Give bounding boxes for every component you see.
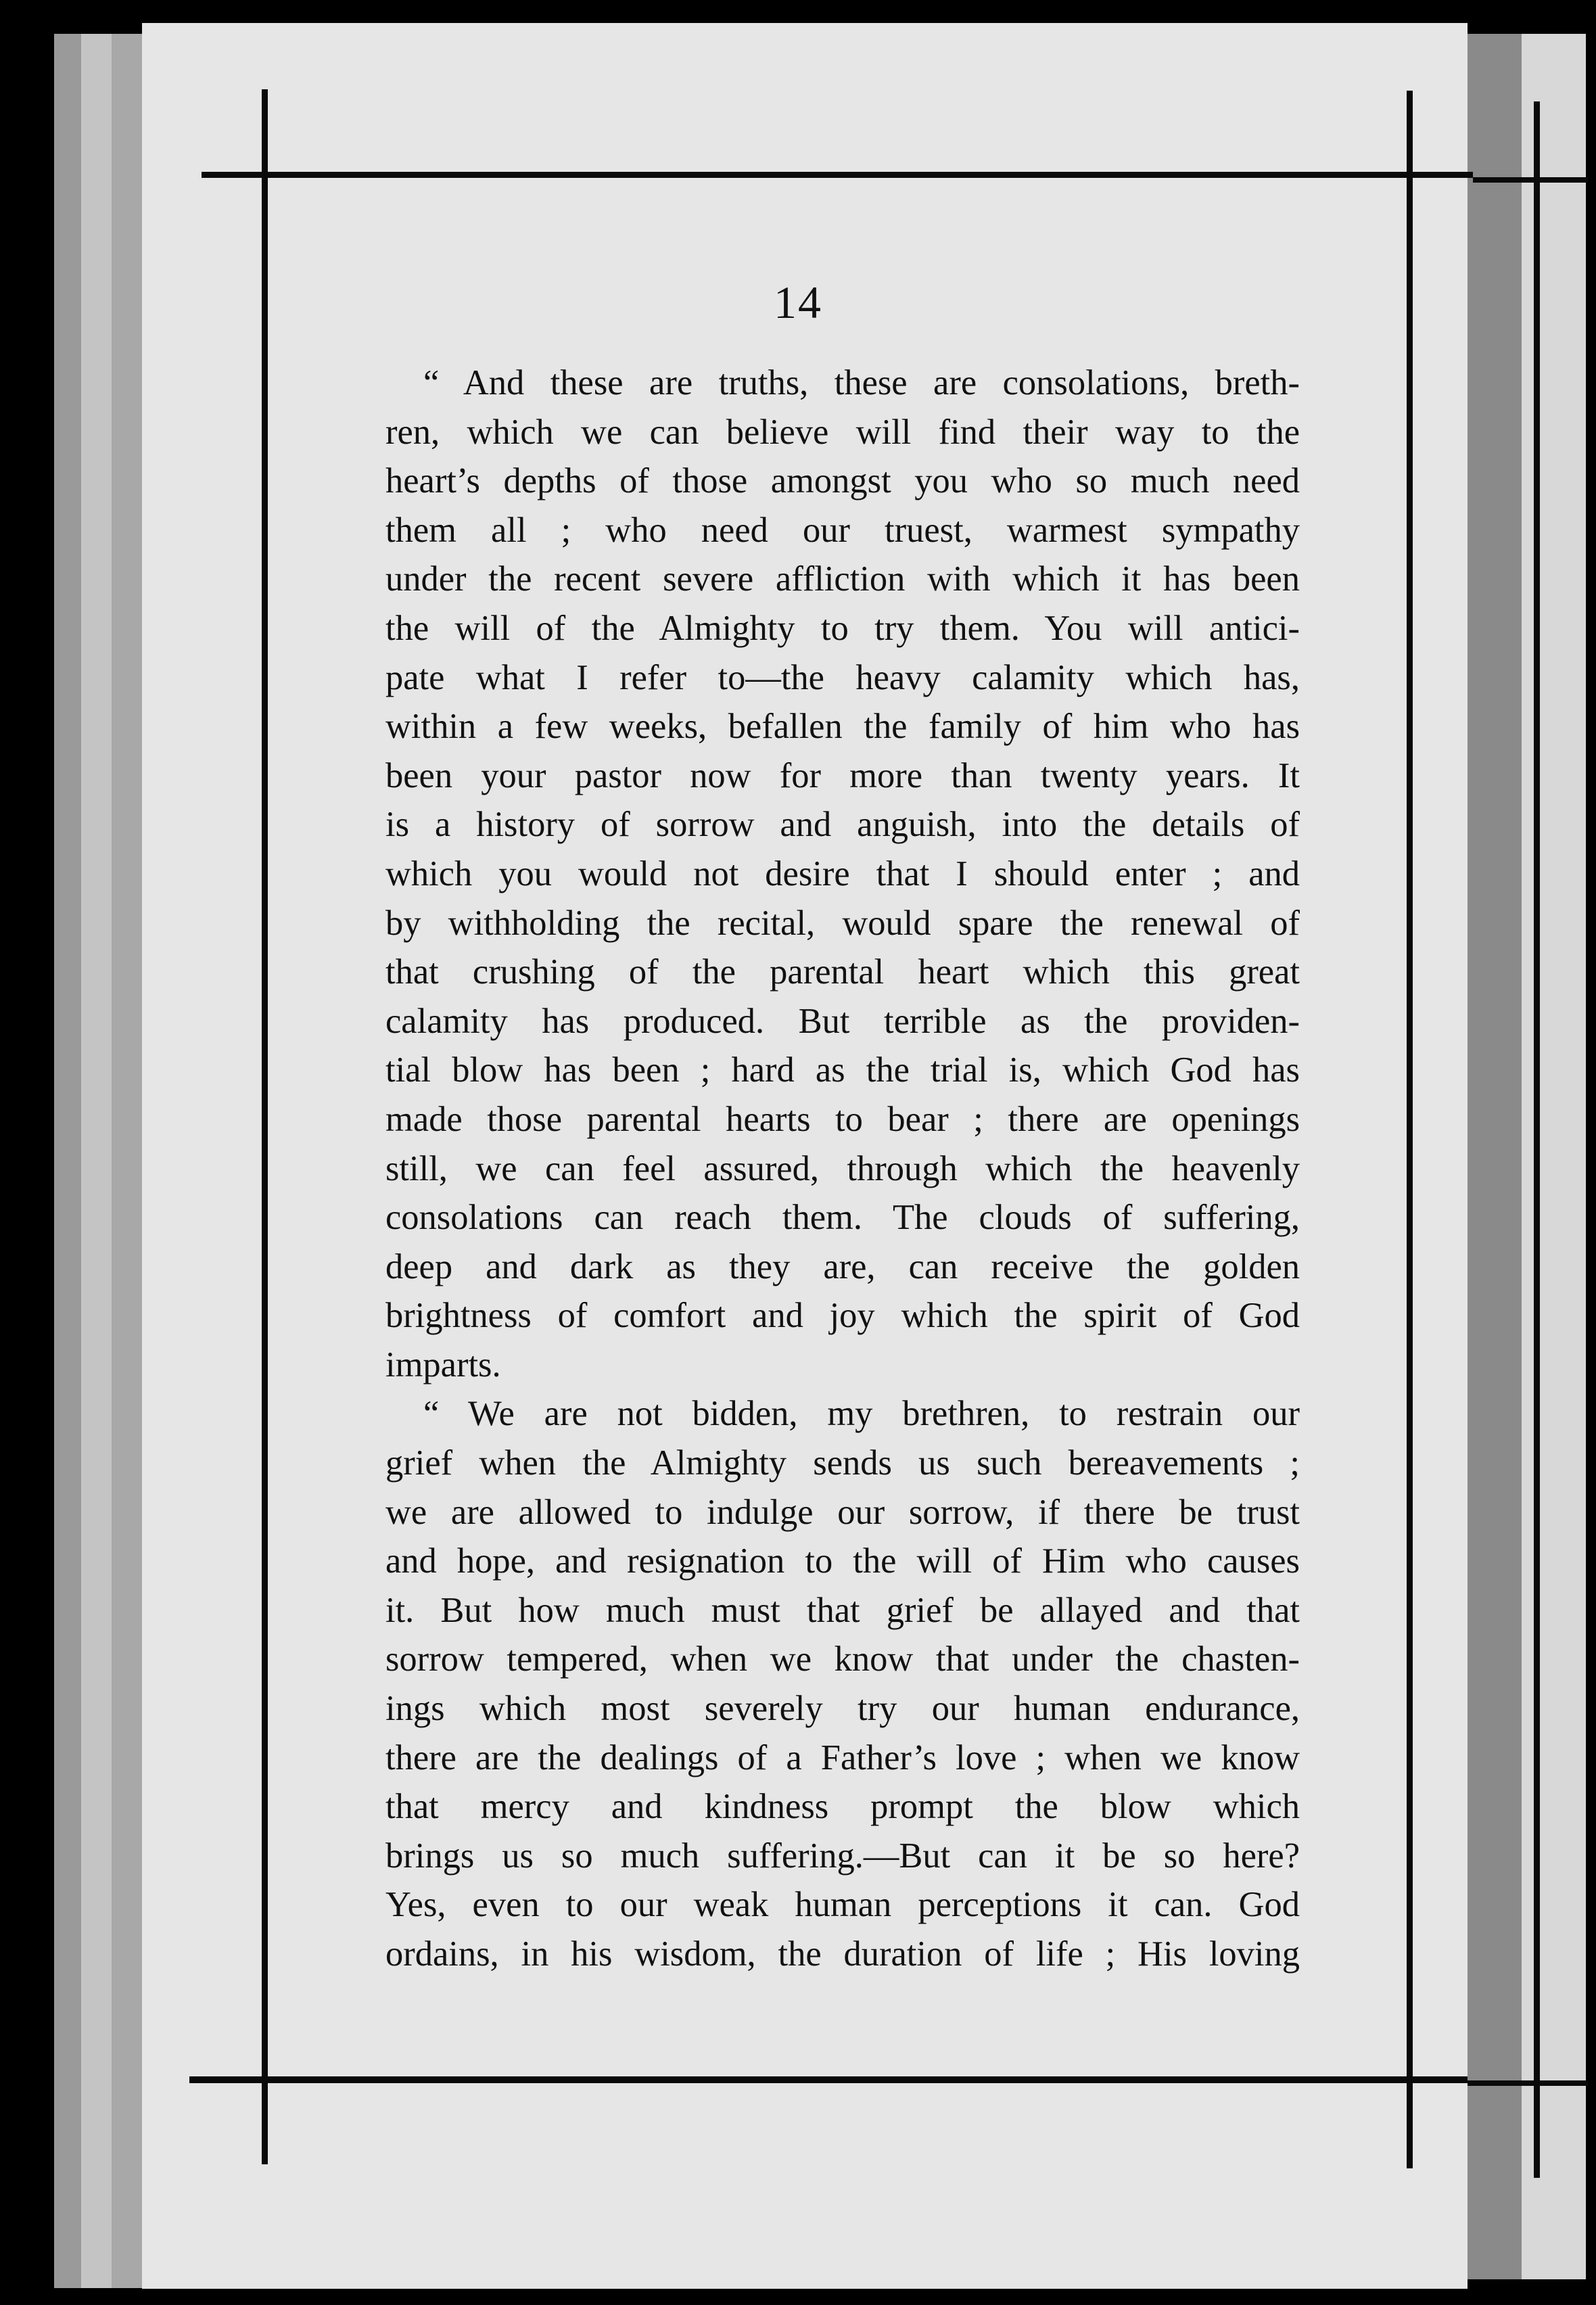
paragraph [385,1389,1300,1978]
text-line: ordains, in his wisdom, the duration of life ; His loving [385,1934,1300,1974]
text-line: ings which most severely try our human endurance, [385,1689,1300,1729]
border-rule-bottom-right-extension [1468,2080,1588,2086]
text-line: “ And these are truths, these are consolations, breth- [423,363,1300,402]
page-stack-edge-inner [112,34,145,2288]
text-line: still, we can feel assured, through which the heavenly [385,1148,1300,1188]
body-text [385,358,1300,1979]
text-line: and hope, and resignation to the will of Him who causes [385,1541,1300,1581]
adjacent-page [1522,34,1586,2279]
page-stack-edge-outer [54,34,81,2288]
border-rule-top [202,172,1473,178]
text-line: we are allowed to indulge our sorrow, if there be trust [385,1492,1300,1532]
text-line: grief when the Almighty sends us such bereavements ; [385,1443,1300,1483]
text-line: ren, which we can believe will find their way to the [385,412,1300,452]
text-line: within a few weeks, befallen the family of him who has [385,707,1300,747]
text-line: sorrow tempered, when we know that under the chasten- [385,1639,1300,1679]
page-stack-edge-middle [81,34,112,2288]
text-line: it. But how much must that grief be allayed and that [385,1590,1300,1630]
text-line: is a history of sorrow and anguish, into the details of [385,805,1300,845]
text-line: calamity has produced. But terrible as the providen- [385,1001,1300,1041]
adjacent-page-border-rule [1534,101,1540,2178]
text-line: been your pastor now for more than twenty years. It [385,755,1300,795]
text-line: “ We are not bidden, my brethren, to restrain our [423,1394,1300,1434]
border-rule-top-right-extension [1473,177,1588,183]
text-line: which you would not desire that I should enter ; and [385,854,1300,893]
text-line: them all ; who need our truest, warmest sympathy [385,510,1300,550]
text-line: the will of the Almighty to try them. You will antici- [385,608,1300,648]
page-number: 14 [774,277,822,328]
text-line: that crushing of the parental heart which this great [385,952,1300,992]
border-rule-bottom [189,2076,1468,2083]
text-line: brings us so much suffering.—But can it be so here? [385,1836,1300,1876]
text-line: pate what I refer to—the heavy calamity which has, [385,657,1300,697]
text-line: heart’s depths of those amongst you who so much need [385,461,1300,501]
text-line: under the recent severe affliction with which it has been [385,559,1300,599]
text-line: imparts. [385,1345,501,1384]
border-rule-right [1407,91,1413,2168]
text-line: deep and dark as they are, can receive the golden [385,1247,1300,1286]
paragraph [385,358,1300,1389]
border-rule-left [262,89,268,2164]
text-line: consolations can reach them. The clouds of suffering, [385,1198,1300,1238]
text-line: tial blow has been ; hard as the trial is, which God has [385,1050,1300,1090]
text-line: there are the dealings of a Father’s love ; when we know [385,1738,1300,1777]
text-line: that mercy and kindness prompt the blow which [385,1787,1300,1827]
text-line: brightness of comfort and joy which the spirit of God [385,1296,1300,1336]
text-line: made those parental hearts to bear ; there are openings [385,1099,1300,1139]
text-line: Yes, even to our weak human perceptions it can. God [385,1885,1300,1925]
text-line: by withholding the recital, would spare the renewal of [385,903,1300,943]
